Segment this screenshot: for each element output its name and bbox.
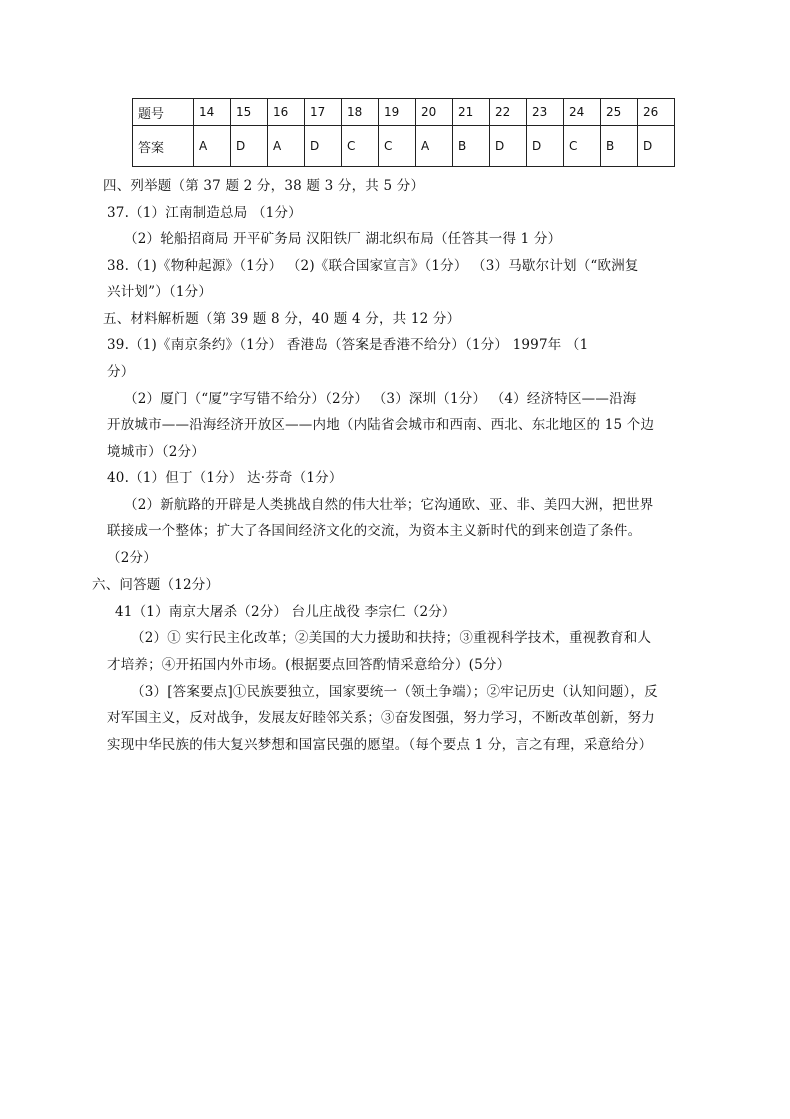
answer-cell: C (342, 126, 379, 167)
row-header-question-number: 题号 (133, 99, 194, 126)
answer-41-2: （2）① 实行民主化改革；②美国的大力援助和扶持；③重视科学技术，重视教育和人 (131, 630, 652, 646)
answer-39-4-continued: 开放城市——沿海经济开放区——内地（内陆省会城市和西南、西北、东北地区的 15 个边 (107, 417, 655, 433)
question-number-cell: 21 (453, 99, 490, 126)
question-number-cell: 18 (342, 99, 379, 126)
answer-cell: D (305, 126, 342, 167)
answer-41-1: 41（1）南京大屠杀（2分） 台儿庄战役 李宗仁（2分） (115, 604, 456, 620)
answer-38: 38.（1)《物种起源》（1分） （2)《联合国家宣言》（1分） （3）马歇尔计划（“欧洲复 (107, 258, 639, 274)
section-6-heading: 六、问答题（12分） (92, 577, 220, 593)
question-number-cell: 25 (601, 99, 638, 126)
answer-cell: D (490, 126, 527, 167)
answer-cell: B (453, 126, 490, 167)
answer-cell: D (638, 126, 675, 167)
question-number-cell: 22 (490, 99, 527, 126)
answer-row (133, 126, 675, 167)
answer-41-3-continued: 对军国主义，反对战争，发展友好睦邻关系；③奋发图强，努力学习，不断改革创新，努力 (107, 710, 655, 726)
question-number-cell: 17 (305, 99, 342, 126)
row-header-answer: 答案 (133, 126, 194, 167)
answer-cell: C (564, 126, 601, 167)
question-number-cell: 16 (268, 99, 305, 126)
question-number-cell: 14 (194, 99, 231, 126)
question-number-cell: 26 (638, 99, 675, 126)
answer-37-1: 37.（1）江南制造总局 （1分） (107, 205, 302, 221)
answer-38-continued: 兴计划”）（1分） (107, 284, 213, 300)
answer-41-2-continued: 才培养；④开拓国内外市场。(根据要点回答酌情采意给分）(5分） (107, 657, 511, 673)
question-number-cell: 23 (527, 99, 564, 126)
answer-cell: A (268, 126, 305, 167)
question-number-cell: 19 (379, 99, 416, 126)
question-number-row (133, 99, 675, 126)
answer-40-2-continued: 联接成一个整体；扩大了各国间经济文化的交流，为资本主义新时代的到来创造了条件。 (107, 523, 642, 539)
answer-41-3: （3）[答案要点]①民族要独立，国家要统一（领土争端）；②牢记历史（认知问题），反 (131, 684, 658, 700)
answer-cell: A (416, 126, 453, 167)
answer-39-1-continued: 分） (107, 364, 135, 380)
question-number-cell: 20 (416, 99, 453, 126)
section-4-heading: 四、列举题（第 37 题 2 分，38 题 3 分，共 5 分） (103, 178, 425, 194)
answer-40-1: 40.（1）但丁（1分） 达·芬奇（1分） (107, 470, 343, 486)
answer-39-4-end: 境城市）（2分） (107, 444, 205, 460)
answer-table (132, 98, 675, 167)
answer-41-3-end: 实现中华民族的伟大复兴梦想和国富民强的愿望。（每个要点 1 分，言之有理，采意给分） (107, 737, 653, 753)
answer-40-2: （2）新航路的开辟是人类挑战自然的伟大壮举；它沟通欧、亚、非、美四大洲，把世界 (124, 497, 654, 513)
answer-cell: A (194, 126, 231, 167)
answer-cell: D (527, 126, 564, 167)
question-number-cell: 24 (564, 99, 601, 126)
section-5-heading: 五、材料解析题（第 39 题 8 分，40 题 4 分，共 12 分） (103, 311, 461, 327)
answer-cell: D (231, 126, 268, 167)
answer-cell: B (601, 126, 638, 167)
answer-37-2: （2）轮船招商局 开平矿务局 汉阳铁厂 湖北织布局（任答其一得 1 分） (124, 231, 562, 247)
answer-39-1: 39.（1)《南京条约》（1分） 香港岛（答案是香港不给分）（1分） 1997年 （1 (107, 337, 589, 353)
answer-cell: C (379, 126, 416, 167)
answer-40-2-score: （2分） (107, 550, 157, 566)
question-number-cell: 15 (231, 99, 268, 126)
answer-39-2: （2）厦门（“厦”字写错不给分）（2分） （3）深圳（1分） （4）经济特区——沿海 (124, 391, 637, 407)
